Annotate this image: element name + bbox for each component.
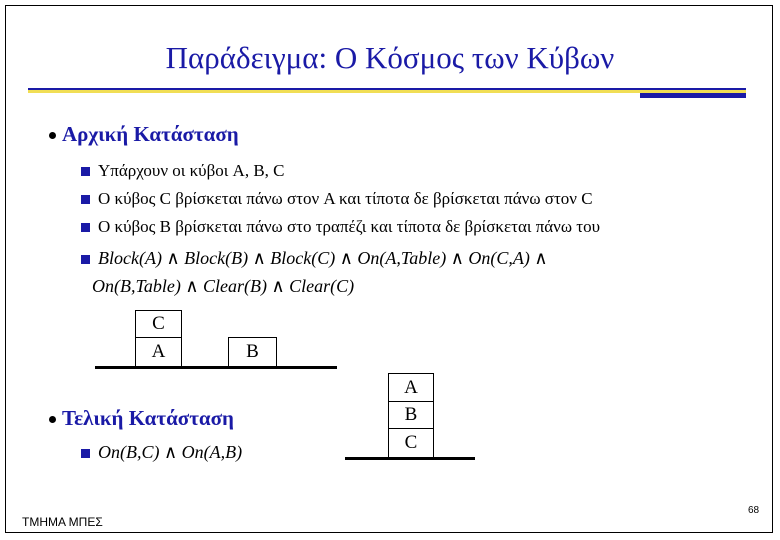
block-b: B (228, 337, 277, 367)
square-bullet-icon (81, 223, 90, 232)
block-a: A (135, 337, 182, 367)
initial-formula-line-1: Block(A) ∧ Block(B) ∧ Block(C) ∧ On(A,Table) ∧ On(C,A) ∧ (98, 248, 548, 268)
initial-state-heading: Αρχική Κατάσταση (62, 122, 239, 146)
initial-item-2: Ο κύβος C βρίσκεται πάνω στον A και τίποτα δε βρίσκεται πάνω στον C (98, 189, 593, 208)
initial-item-1: Υπάρχουν οι κύβοι A, B, C (98, 161, 285, 180)
initial-formula-line-2: On(B,Table) ∧ Clear(B) ∧ Clear(C) (92, 276, 355, 296)
block-c: C (135, 310, 182, 338)
bullet-dot-icon (49, 416, 56, 423)
table-line-goal (345, 457, 475, 460)
block-c-goal: C (388, 428, 434, 458)
goal-state-heading: Τελική Κατάσταση (62, 406, 234, 430)
page-number: 68 (748, 505, 760, 516)
square-bullet-icon (81, 167, 90, 176)
slide-title: Παράδειγμα: Ο Κόσμος των Κύβων (165, 40, 615, 75)
footer-text: ΤΜΗΜΑ ΜΠΕΣ (22, 515, 103, 529)
title-rule-yellow (28, 90, 746, 93)
goal-formula: On(B,C) ∧ On(A,B) (98, 442, 243, 462)
square-bullet-icon (81, 255, 90, 264)
table-line-initial (95, 366, 337, 369)
bullet-dot-icon (49, 132, 56, 139)
square-bullet-icon (81, 195, 90, 204)
initial-item-3: Ο κύβος B βρίσκεται πάνω στο τραπέζι και τίποτα δε βρίσκεται πάνω του (98, 217, 601, 236)
square-bullet-icon (81, 449, 90, 458)
block-a-goal: A (388, 373, 434, 402)
block-b-goal: B (388, 401, 434, 429)
title-rule-accent (640, 93, 746, 98)
